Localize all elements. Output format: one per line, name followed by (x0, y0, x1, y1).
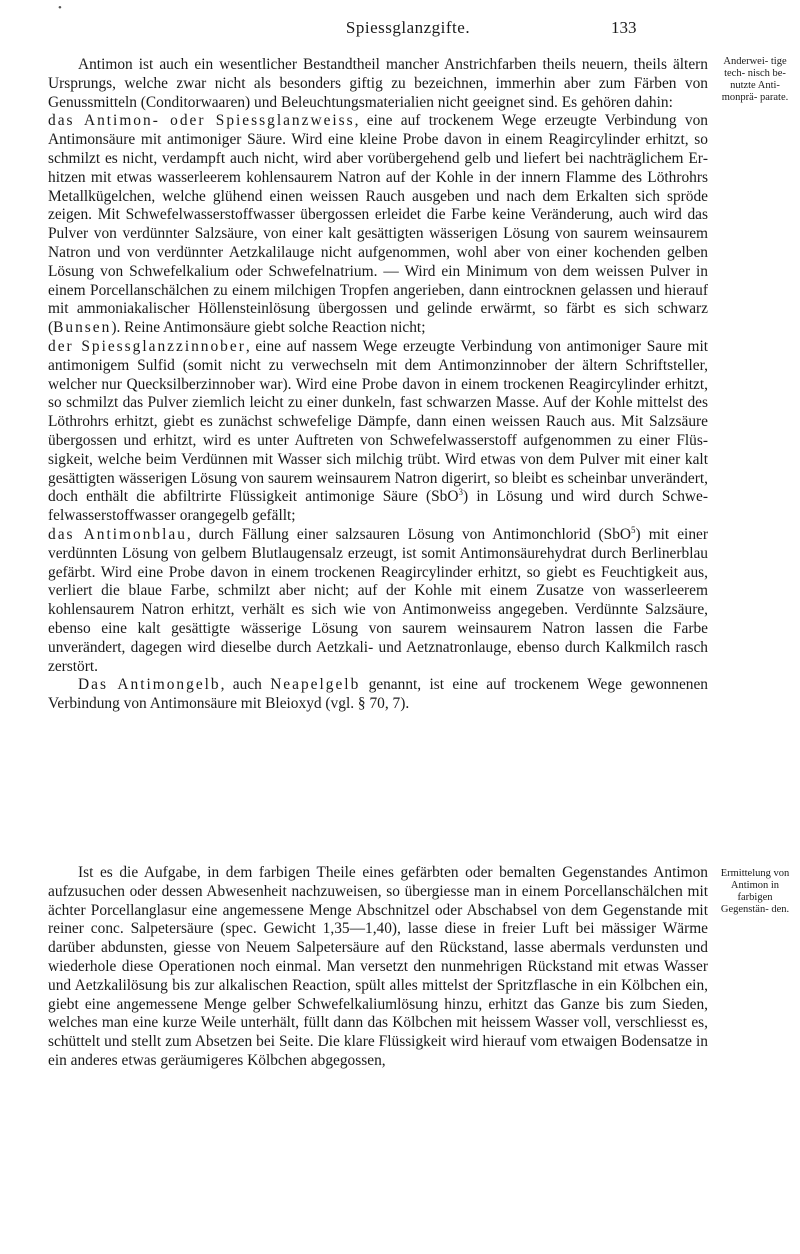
paragraph-text: genannt, ist eine auf trockenem Wege gewonnenen Verbindung von Antimonsäure mit Bleioxyd (vgl. § 70, 7). (48, 676, 709, 713)
formula-superscript: 5 (631, 524, 636, 535)
paragraph-antimony-yellow (48, 676, 708, 714)
formula-superscript: 3 (458, 487, 463, 498)
author-name: Bunsen (53, 319, 112, 337)
paragraph-text: , auch (220, 676, 271, 694)
term-naples-yellow: Neapelgelb (270, 676, 361, 694)
text-block-preparations (48, 56, 708, 714)
term-antimony-white: das Antimon- oder Spiessglanzweiss (48, 112, 355, 130)
text-block-determination (48, 864, 708, 1071)
page-number: 133 (611, 18, 637, 37)
paragraph-antimony-white (48, 112, 708, 338)
term-antimony-cinnabar: der Spiessglanzzinnober (48, 337, 246, 355)
term-antimony-yellow: Das Antimongelb (78, 676, 221, 694)
paragraph-text: ) mit einer verdünnten Lösung von gelbem Blutlaugensalz erzeugt, ist somit Antimonsäurehydrat durch Berlinerblau gefärbt. Wird eine Probe davon in einem trockenen Reagircylinder erhitzt, so giebt es Feuchtigkeit aus, verliert die blaue Farbe, schmilzt aber nicht; auf der Kohle mit einem Zusatze von wasserleerem kohlensaurem Natron erhitzt, verhält es sich wie von Antimonweiss angegeben. Verdünnte Salzsäure, ebenso eine kalt gesättigte wässerige Lösung von saurem weinsaurem Natron lassen die Farbe unverändert, dagegen wird dieselbe durch Aetzkali- und Aetznatronlauge, ebenso durch Kalkmilch rasch zerstört. (48, 525, 708, 675)
margin-note-other-antimony-preparations: Anderwei- tige tech- nisch be- nutzte Anti- monprä- parate. (721, 56, 789, 103)
paragraph-intro: Antimon ist auch ein wesentlicher Bestandtheil mancher Anstrichfarben theils neuern, theils ältern Ursprungs, welche zwar nicht als besonders giftig zu bezeichnen, immerhin aber zum Färben von Genussmitteln (Conditorwaaren) und Beleuchtungsmaterialien nicht geeignet sind. Es gehören dahin: (48, 56, 708, 111)
paragraph-text: ). Reine Antimonsäure giebt solche Reaction nicht; (111, 319, 426, 337)
paragraph-text: , eine auf nassem Wege erzeugte Verbindung von antimoniger Saure mit antimonigem Sulfid (somit nicht zu verwechseln mit dem Antimonzinnober der ältern Schriftsteller, welcher nur Quecksilberzinnober war). Wird eine Probe davon in einem trockenen Reagircylinder erhitzt, so schmilzt das Pulver ziemlich leicht zu einer dunkeln, fast schwarzen Masse. Auf der Kohle mittelst des Löthrohrs erhitzt, giebt es zunächst schwefelige Dämpfe, dann einen weissen Rauch aus. Mit Salzsäure übergossen und erhitzt, wird es unter Auftreten von Schwefelwasserstoff aufgenommen zu einer Flüssigkeit, welche beim Verdünnen mit Wasser sich milchig trübt. Wird etwas von dem Pulver mit einer kalt gesättigten wässerigen Lösung von saurem weinsaurem Natron digerirt, so bleibt es scheinbar unverändert, doch enthält die abfiltrirte Flüssigkeit antimonige Säure (SbO (48, 337, 708, 506)
paragraph-procedure: Ist es die Aufgabe, in dem farbigen Theile eines gefärbten oder bemalten Gegenstandes Antimon aufzusuchen oder dessen Abwesenheit nachzuweisen, so übergiesse man in einem Porcellanschälchen mit ächter Porcellanglasur eine angemessene Menge Abschnitzel oder Abschabsel von dem Gegenstande mit reiner conc. Salpetersäure (spec. Gewicht 1,35—1,40), lasse diese in freier Luft bei mässiger Wärme darüber abdunsten, giesse von Neuem Salpetersäure auf den Rückstand, lasse abermals verdunsten und wiederhole diese Operationen noch einmal. Man versetzt den nunmehrigen Rückstand mit etwas Wasser und Aetzkalilösung bis zur alkalischen Reaction, spült alles mittelst der Spritzflasche in ein Kölbchen ein, giebt eine angemessene Menge gelber Schwefelkaliumlösung hinzu, erhitzt das Ganze bis zum Sieden, welches man eine kurze Weile unterhält, füllt dann das Kölbchen mit heissem Wasser voll, verschliesst es, schüttelt und stellt zum Absetzen bei Seite. Die klare Flüssigkeit wird hierauf vom etwaigen Bodensatze in ein anderes etwas geräumigeres Kölbchen abgegossen, (48, 864, 708, 1069)
paragraph-antimony-cinnabar (48, 338, 708, 526)
running-title: Spiessglanzgifte. (345, 18, 471, 37)
paragraph-text: , eine auf trockenem Wege erzeugte Verbindung von Antimonsäure mit antimoniger Säure. Wird eine kleine Probe davon in einem Reagircylinder erhitzt, so schmilzt es nicht, verdampft auch nicht, wird aber vorübergehend gelb und liefert bei nachträglichem Erhitzen mit etwas wasserleerem kohlensaurem Natron auf der Kohle in der innern Flamme des Löthrohrs Metallkügelchen, welche glühend einen weissen Rauch ausgeben und nach dem Erkalten sich spröde zeigen. Mit Schwefelwasserstoffwasser übergossen erleidet die Farbe keine Veränderung, auch wird das Pulver von verdünnter Salzsäure, von einer kalt gesättigten wässerigen Lösung von saurem weinsaurem Natron und von verdünnter Aetzkalilauge nicht aufgenommen, wohl aber von einer kochenden gelben Lösung von Schwefelkalium oder Schwefelnatrium. — Wird ein Minimum von dem weissen Pulver in einem Porcellanschälchen zu einem milchigen Tropfen angerieben, dann eintrocknen gelassen und hierauf mit ammoniakalischer Höllensteinlösung übergossen und gelinde erwärmt, so färbt es sich schwarz ( (48, 112, 708, 337)
paragraph-text: , durch Fällung einer salzsauren Lösung von Antimonchlorid (SbO (186, 525, 632, 543)
paragraph-text: ) in Lösung und wird durch Schwefelwasserstoffwasser orangegelb gefällt; (48, 488, 708, 525)
margin-note-determination-of-antimony: Ermittelung von Antimon in farbigen Gegenstän- den. (720, 868, 790, 915)
print-mark: • (58, 2, 62, 14)
page-header (0, 18, 800, 42)
paragraph-antimony-blue (48, 526, 708, 676)
term-antimony-blue: das Antimonblau (48, 525, 187, 543)
